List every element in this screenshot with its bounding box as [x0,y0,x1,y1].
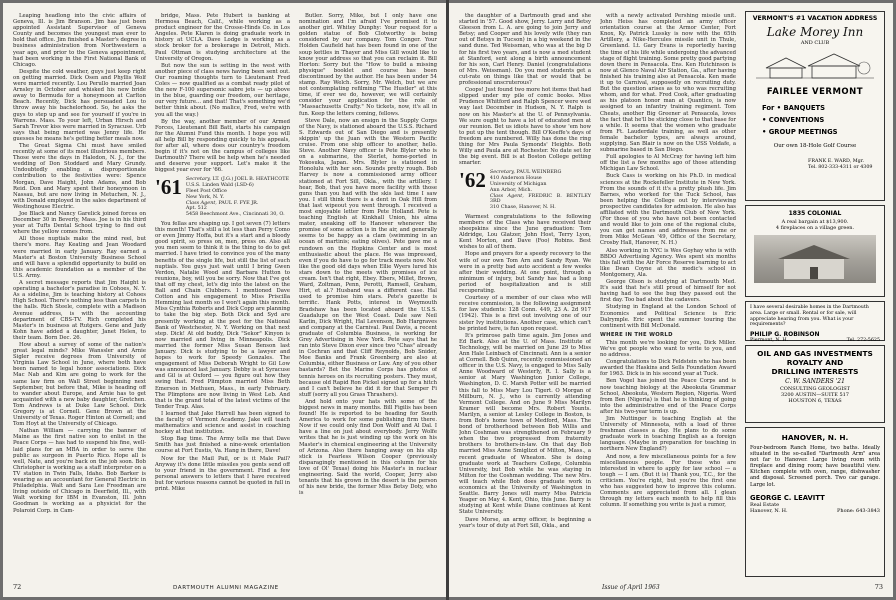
paragraph: The Great Sigma Chi must have smiled recently at some of its most illustrious members. Those were the days in Haledon, N. J., for the wedding of Don Stoddard and Mary Grundy. Undoubtedly enabling a disproportionate contribution to the festivities were: Spence Morgan, Dave Haight, John Adams, and Bob Reid. Don and Mary spent their honeymoon in Nassau, but are now living in Metuchen, N. J., with Donald employed in the sales department of Westinghouse Electric. [13,142,146,210]
ad-headline: OIL AND GAS INVESTMENTS [757,349,873,358]
paragraph: Courtesy of a member of our class who will receive commission, is the following assignment for law students: 128 Conn. 449, 23 A. 2d 917 (1942). This is a first out involving one of our sister Ivy institutions. Another case, which can't be printed here, is fun upon request. [459,295,591,332]
agent-town: Piermont, N. H. [750,337,789,343]
inn-location: FAIRLEE VERMONT [766,87,864,97]
agent-address: 310 Chase, Hanover, N. H. [489,204,556,211]
paragraph: with a newly activated Pershing missile unit. John Heiss has completed an army officer orientation course at the Armor Center, Fort Knox, Ky. Patrick Lussky is now with the 65th Artillery, a Nike-Hercules missile unit in Thule, Greenland. Lt. Gary Evans is reportedly having the time of his life while undergoing the advanced stage of flight training. Some pretty good partying down there in Pensacola. Ens. Ken Hutchinson is now at Glenco Naval Air Station, Ga., after having finished his training also at Pensacola. Ken made it up to Carnival, supposedly on recruiting duty. But the question arises as to who was recruiting whom, and for what. Fred Cook, after graduating as his platoon honor man at Quantico, is now assigned to an infantry training regiment. Tom Cheats, another Big Greener at Pensacola, loves the fact that he'll be sticking close to that base for a while. It seems that the women who graduate from Ft. Lauderdale training, as well as other female bachelor types, are always around, supplying. San Blair is now on the USS Voldafe, a submarine based in San Diego. [600,13,736,154]
paragraph: Stop Bag time. The Army tells me that Dave Smith has just finished a nine-week orientation course at Fort Eustis, Va. Hang in there, Dave! [155,436,290,455]
right-column-1 [459,13,591,575]
house-photo [754,235,876,283]
section-heading: WHERE IN THE WORLD [600,331,673,338]
paragraph: Also working in NYC is Wes Goyhay who is with BBDO Advertising Agency. Wes spent six months this fall with the Air Force Reserve learning to act like Dean Coyne at the medic's school in Montgomery, Ala. [600,247,736,278]
ad-header: VERMONT'S #1 VACATION ADDRESS [752,15,878,22]
house-roof [778,245,850,259]
service-item: • GROUP MEETINGS [762,128,838,136]
secretary-address: Ann Arbor, Mich. [489,186,533,193]
agent-contact [750,338,880,344]
ad-headline: DRILLING INTERESTS [771,367,859,376]
paragraph: Congratulations to Dick Feldstein who has been awarded the Haskins and Sells Foundation Award for 1963. Dick is in his second year at Tuck. [600,359,736,378]
paragraph: It's primrose path time again. Jim Jones and Ed Bark. Also at the U. of Mass. Institute of Technology, will be married on June 29 to Miss Ann Hale Leinbach of Cincinnati. Ann is a senior at Cornell. Bob Quinn, recently commissioned an officer in the U.S. Navy, is engaged to Miss Sally Anne Woodward of Westerly, R. I. Sally is a senior at Mary Washington Junior College, Washington, D. C. Marsh Potter will be married this fall to Miss Mary Lou Tigert. O Morgan of Millburn, N. J., who is currently attending Vermont College. And on June 9 Miss Marilyn Kramer will become Mrs. Robert Younts. Marilyn, a senior at Lesley College in Boston, is from Bob's home town of Medford, Mass. The bond of brotherhood between Bob Willis and John Coshman was strengthened on February 9 when the two progressed from fraternity brothers to brothers-in-law. On that day Bob married Miss Anne Smiglizzi of Milton, Mass., a recent graduate of Wheaton. She is doing graduate work at Teachers College, Columbia University, but Bob while he was staying in Milton for the Coshman wedding. The new Mrs. will teach while Bob does graduate work in economics at the University of Washington in Seattle. Barry Jones will marry Miss Patricia Yeager on May 4. Kent, Ohio, this June. Barry is studying at Kent while Diane continues at Kent State University. [459,332,591,516]
secretary-label: Secretary, [185,176,211,183]
paragraph: George Olson is studying at Dartmouth Med. It's said that he's still proud of himself for not having had to see the bug they passed out the first day. Too bad about the cadavers. [600,279,736,304]
colonial-house-ad [745,205,885,297]
paragraph: This month we're looking for you, Dick Miller. We've got people who want to write to you, and no address. [600,339,736,359]
ad-description [750,219,880,231]
lake-morey-inn-ad [745,11,885,201]
paragraph: Jim Nuttinger is teaching English at the University of Minnesota, with a load of three freshman classes a day. He plans to do some graduate work in teaching English as a foreign language. (Maybe in preparation for teaching in northern New England?) [600,416,736,453]
paragraph: All those nuptials make the mind reel, but there's more. Ray Keating and Jean Woodard were married in early January. Ray earned a Master's at Boston University Business School and will have a splendid opportunity to build on this academic foundation as a member of the U.S. Army. [13,236,146,279]
paragraph: Buck Cass is working on his Ph.D. in medical sciences at the Rockefeller Institute in New York. From the sounds of it it's a pretty plush life. Jim Barnes, who worked for the Tuck School, has been helping the College out by interviewing prospective candidates for admission. He also has affiliated with the Dartmouth Club of New York. (For those of you who have not been contacted and would like to join one of the regional clubs, you can get names and addresses from me or from Mike McGean '49, Office of the Secretary, Crosby Hall, Hanover, N. H.) [600,173,736,247]
class-61-header [155,177,290,218]
advertisement-column [745,11,885,575]
paragraph: Ben Vogel has joined the Peace Corps and is now teaching biology at the Abeokuta Grammar School, Abeokuta, Western Region, Nigeria. Word from Ben (Nigeria) is that he is thinking of going into the administrative end of the Peace Corps after his two-year term is up. [600,378,736,415]
right-column-2 [600,13,736,575]
agent-name: PAUL F. FYE JR. [218,199,259,206]
paragraph: By the way, another member of our Armed Forces, Lieutenant Bill Batt, starts his campaign for the Alumni Fund this month. I hope you will all help Bill by responding quickly to his appeals, for after all, where does our country's freedom begin if it's not on the campus of colleges like Dartmouth? There will be help when he's needed and deserve your support. Let's make it the biggest year ever for '66. [155,118,290,174]
paragraph: Hope and prayers for a speedy recovery to the wife of our own Tom Arn and Sandy Ryan. We were in a pretty bad auto accident a few weeks after their wedding. At one point, through a minimum of injury, but Sandy has had a long period of hospitalization and is still recuperating. [459,251,591,295]
paragraph: I learned that Jake Harrell has been signed to the faculty of Vermont Academy. Jake will teach mathematics and science and assist in coaching hockey at that institution. [155,410,290,436]
manager-name: FRANK E. WARD, Mgr. [808,159,865,164]
geologist-title: CONSULTING GEOLOGIST [779,386,850,392]
secretary-address: 410 Anderson House [489,175,542,182]
class-contacts [490,170,591,211]
agent-label: Class Agent, [185,199,217,206]
ad-header: HANOVER, N. H. [781,433,849,442]
paragraph: But now the sun is setting in the west with another piece of class news having been sent out. Our roaming thoughts turn to Lieutenant Fred Coles — now qualified as a combat ready pilot of the new F-100 supersonic sabre jets — up above in the blue, guarding our freedom, our heritage, our very future... and that! That's something we'd better think about. (No malice, Fred, we're with you all the way.) [155,62,290,118]
secretary-address: U.S.S. Linden Wald (LSD-6) [185,182,254,189]
agent-name: PHILIP G. ROBINSON [750,331,820,339]
paragraph: Warmest congratulations to the following members of the Class who have received their sheepskins since the June graduation: Tom Aldridge, Lou Glatzer, John Host, Terry Lyon, Kent Morton, and Dave (Foo) Robins. Best wishes to all of them. [459,213,591,251]
paragraph: Studying in England at the London School of Economics and Political Science is Eric Dalrymple. Eric spent the summer touring the continent with Bill McDonald. [600,304,736,329]
left-column-1 [13,13,146,575]
paragraph: Despite the cold weather, guys just keep right on getting married. Dick Osen and Phyllis Wolf were married recently. Lou Perullo married Joan Arnsley in October and whisked his new bride away to Bermuda for a honeymoon at Carlton Beach. Recently, Dick has persuaded Lou to throw away his bachelorhood. So, he asks the guys to step up and see for yourself if you're in Warrens. Mass. To your left, Urban Hirsch and Sarah Trevor kiss were married in Syracuse. Urb says that being married was Jenny life. He guesses he means he's getting better meals now. [13,68,146,142]
service-item: • CONVENTIONS [762,116,825,124]
secretary-name: LT. (J.G.) JOEL B. HEATHCOTE [212,176,290,183]
hanover-real-estate-ad [745,427,885,577]
inn-contact [808,159,880,171]
paragraph: Steve Dale, now an ensign in the Supply Corps of the Navy, is stationed aboard the U.S.S. Richard S. Edwards out of San Diego and is presently skippin' up the Juan with the Western Pacific cruise. From one ship officer to another, hello. Steve. Another Navy officer is Pete Blyler who is on a submarine, the Sterlet, home-ported in Yokosuka, Japan. Mrs. Blyler is stationed in Honolulu with her son. Sounds pretty rough. Bob Harvey is now a commissioned army officer stationed at Fort Sill, Okla., with the artillery. I hear, Bob, that you have more facility with those guns than you had with the skis last time I saw you. I still think there is a dent in Oak Hill from that last wipeout you went through. I received a most enjoyable letter from Pete Holland. Pete is teaching English at Kinkhall Union, his alma mater, sneaking off to Hanover whenever the promise of some action is in the air, and generally seems to be happy as a clam (swimming in an ocean of martinis; eating olives). Pete gave me a rundown on the Hopkins Center and is most enthusiastic about the place. He was impressed, even if you do have to go for track meets now. Not like the good old days when Ellie Wyers lured his stars down to the meets with promises of ice cream. Isn't that right, Ebey. Ebers, Millet, Brown, Ward, Zoltman, Penn, Perotti, Ramsell, Graham, Hirt, et al.? Husband was a different case. Hal used to promise him stars. Pete's gazette is terrific. Hank Potts, interest in Weymouth Bradshaw has been located aboard the U.S.S. Guadalupe on the West Coast. Dale saw Neil Karlin, Dick Wright, Hal Levenson, Bob Hargraves and company at the Carnival. Paul Davis, a recent graduate of Columbia Business, is working for Grey Advertising in New York. Pete says that he ran into Steve Dixon ever since two "Chas" already in Cochran and that Cliff Reynolds, Bob Snider, Moe Banks and Frank Greenberg are also at Columbia, either Business or Law. Any of you other bastards? Bet the Marine Corps has photos of tennis heroes on its recruiting posters. They must, because old Rapid Ron Pickel signed up for a hitch and I can't believe he did it for that Semper Fi stuff (sorry all you Grass Thrashers). [299,117,437,398]
phone-number: Tel. 802-333-4311 or 4309 [808,165,873,170]
left-page [3,3,446,597]
ad-headline: ROYALTY AND [786,358,844,367]
agent-name: GEORGE C. LEAVITT [750,493,825,502]
paragraph: Now for the Mail Pail, or is it Male Pail? Anyway it's done little missiles you gents send off to your friend in the government. Find a few personal answers to letters that I have received but for various reasons cannot be quoted in full in print. Mike [155,455,290,493]
paragraph: A secret message reports that Jim Haight is operating a bachelor's paradise in Cohoes, N. Y. As a sideline, Jim is teaching history at Cohoes High School. There's nothing less than carpets in the halls. Rich Steele, complete with a Madison Avenue address, is with the accounting department of CBS-TV. Rich completed his Master's in business at Rutgers. Gene and Judy Kohn have added a daughter, Janet Helen, to their team. Born Dec. 26. [13,280,146,341]
golf-course-note: Our own 18-Hole Golf Course [773,143,857,149]
class-year: '61 [155,175,182,200]
paragraph: And hold onto your hats with some of the biggest news in many months. Bill Figilis has been found! He is reported to be heading for South America to work for some publishing firm there. Now if we could only find Don Wolff and Al Dal. I have a line on just about everybody. Jerry Wolfe writes that he is just winding up the work on his Master's in chemical engineering at the University of Arizona. Also there hanging away on his slip stick is Fearless Wilson Cooper (previously disparagingly mentioned in this column for his love of Ol' Texas) doing his Master's in nuclear engineering. Said the world, Cooper, Jerry also tenants that his grown in the desert is the person of his new bride, the former Miss Betsy Doty, who is [299,398,437,497]
house-door [810,267,818,279]
paragraph: Butler. Sorry, Mike, but I only have one nomination and I'm afraid I've promised it to another girl. Whitey Dunphy: Your request for a golden statue of Bob Clotworthy is being considered by our company. Tom Conger. Your Holden Caufield hat has been found in one of the soup kettles in Thayer and Miss Gill would like to know your address so that you can reclaim it. Bill Horton: Sorry but the "How to build a missing physique" booklet and course has been discontinued by the author. He has been under 54 stamp. Ray Welch. Sorry, Mr. Welch, but we are not contemplating refilming "The Hustler" at this time, if ever we do, however, we will certainly consider your application for the role of "Massachusetts Crafty." No tickets, now, it's all in fun. Keep the letters coming, fellows. [299,13,437,117]
inn-logo-subtitle: AND CLUB [800,40,830,46]
page-number: 73 [874,583,883,591]
secretary-address: University of Michigan [489,180,547,187]
ad-description: Four-bedroom Ranch Home, two baths. Ideally situated in the so-called "Dartmouth Arm" area not far to Hanover. Large living room with fireplace and dining room; have beautiful view. Kitchen complete with oven, range, dishwasher and disposal. Screened porch. Two car garage. Large lot. [750,445,880,488]
agent-name: FREDRIC B. BENTLEY 3RD [489,192,591,205]
agent-town: Hanover, N. H. [750,507,788,514]
paragraph: the daughter of a Dartmouth grad and she started in '57. Good show, Jerry. Larry and Betsy Gleeson from L. A. are going to join Jerry and Betsy; and Cooper and his lovely wife (they ran out of Betsys in Tucson) in a big weekend in the sand dune. Ted Weissman, who was at the big D for his first two years, and is now a med student at Stanford, sent along a birth announcement for his son, Carl Henry. Daniel (congratulations of Mrs. Weissman). Do you med students get a cut-rate on things like that or would that be professional unscruterous? [459,13,591,87]
inn-sketch-illustration [756,50,874,80]
agent-address: Apt. 512 [185,205,207,212]
agent-phone: Tel. 272-5625 [846,337,880,343]
agent-business: Real Estate [750,501,780,508]
class-year: '62 [459,168,486,193]
paragraph: Coops! Just found two more hot items that had slipped under my pile of comic books. Miss Prudence Whitford and Ralph Spencer were wed way last December in Hudson, N. Y. Ralph is now on his Master's at the U. of Pennsylvania. We sure ought to have a lot of educated men at our reunion. Bet us idiots have to show 'em how to put up the tent though. Bill O'Keeffe's days of freedom are numbered. Willy has done the ring thing for Mrs Paula Symonds' Heights. Both Willy and Paula are at Rochester. No date set for the big event. Bill is at Boston College getting smarter. [459,87,591,167]
paragraph: Nathan William — carrying the banner of Maine as the first native son to enlist in the Peace Corps — has had to suspend his fine, well-laid plans for an MBA in order to serve the public as surgeon in Puerto Rico. Hope all is well, Nate, and you're back on the job soon. Bob Christopher is working as a staff interpreter on a TV station in Twin Falls, Idaho. Bob Barker is wearing as an accountant for General Electric in Philadelphia. Walt and Sara Lee Freedman are living outside of Chicago in Deerfield, Ill., with Walt working for IBM in Evanston, Ill. John Goodman is working as a physicist for the Polaroid Corp. in Cam- [13,428,146,514]
geologist-name: C. W. SANDERS '21 [785,378,845,385]
paragraph: And now, a few miscellaneous points for a few miscellaneous people. For those who are interested in where to apply for law school — a tough — I am. (But it is) Thank you, T.C., for the criticism. You're right, but you're the first one who has suggested how to improve this column. Comments are appreciated from all. I glean through my letters each month to help fill this column. If something you write is just a rumor, [600,453,736,509]
agent-phone: Phone: 643-3843 [836,507,880,514]
ad-description: I have several desirable homes in the Dartmouth area. Large or small. Rental or for sale, will appreciate hearing from you. What is your requirements? [750,305,869,328]
class-62-header [459,170,591,211]
oil-gas-ad [745,345,885,423]
geologist-address: 3200 AUSTIN—SUITE 517 [781,392,849,399]
paragraph: Leaping headlong into the civic affairs of Geneva, Ill. is Jim Branson. Jim has just been appointed Assistant Supervisor of Geneva County and becomes the youngest man ever to hold that office. Jim finished a Master's degree in business administration from Northwestern a year ago, and prior to the Geneva appointment, had been working in the First National Bank of Chicago. [13,13,146,68]
agent-address: 5458 Beechmont Ave., Cincinnati 30, O. [185,211,285,218]
magazine-title: DARTMOUTH ALUMNI MAGAZINE [173,585,279,591]
secretary-name: PAUL WEINBERG [516,169,562,176]
left-column-3 [299,13,437,575]
paragraph: bridge, Mass. Pete Hubert is banking at Hermosa Beach, Calif., while working as a product engineer for the Crosse-Hinds Co. in Los Angeles. Pete Klaren is doing graduate work in history at UCLA. Dave Lodge is working as a stock broker for a brokerage in Detroit, Mich. Paul Ottman is studying architecture at the University of Oregon. [155,13,290,62]
issue-date: Issue of April 1963 [602,584,660,591]
agent-label: Class Agent, [489,192,524,199]
right-page [449,3,893,597]
paragraph: Joe Black and Nancy Garelick joined forces on December 30 in Beverly, Mass. Joe is in his third year at Tufts Dental School trying to find out where the yellow comes from. [13,211,146,236]
secretary-address: New York, N. Y. [185,193,225,200]
ad-line: 4 fireplaces on a village green. [775,225,855,231]
geologist-address: HOUSTON 6, TEXAS [788,398,842,405]
page-number: 72 [13,583,22,591]
left-column-2 [155,13,290,575]
robinson-ad [745,301,885,341]
paragraph: You fellas are shaping up. I got seven (7) letters this month! That's still a lot less than Perry Como or even Jimmy Hoffa, but it's a start and a bloody good spirit, so press on, men, press on. Also all you men seem to think it is the thing to do to get married. I have tried to convince you of the many benefits of the single life, but still the list of such nuptials. You guys just wait until I bring Gwen Verdon, Natalie Wood and Barbara Hutton to reunions, boy, will you be sorry. Now that I've got that off my chest, let's dig into the latest on the Ball and Chain Clubbers. I mentioned Dave Cotton and his engagement to Miss Priscilla Hemming last month so I won't again this month. Miss Cynthia Roberts and Dick Copp are planning to take the big step. Both Dick and Syd are presently working at the post for the National Bank of Westchester, N. Y. Working on that next step. Dick! At old buddy, Dick "Sekor" Kinyon is now married and living in Minneapolis. Dick married the former Miss Susan Benson last January. Dick is studying to be a lawyer and hopes to work for Speedy Gonzales. The engagement of Miss Deborah Wright to Gil Low was announced last January. Debby is at Syracuse and Gil is at Oxford — you figure out how they swing that. Fred Plimpton married Miss Beth Emerson in Methuen, Mass., in early February. The Plimptons are now living in West Leb. And that is the grand total of the latest victims of the Tender Trap. Alas. [155,221,290,410]
secretary-label: Secretary, [489,169,515,176]
ad-line: A real bargain at $13,900. [781,219,849,225]
agent-contact [750,508,880,514]
paragraph: Full apologies to Al McCray for having left him off the list a few months ago of those attending Michigan Law School. [600,154,736,173]
paragraph: How about a survey of some of the nation's great legal minds? Mike Wanssler and Arnie Sigler receive degrees from University of Virginia Law School in June, where both have been named to legal honor associations. Dick Mac Nab and Kim are going to work for the same law firm on Wall Street beginning next September, but before that, Mike is heading off to wander about Europe, and Arnie has to get acquainted with a new baby daughter, Gretchen. Tom Andrews is at Duke Law School. Dick Gregory is at Cornell. Gene Brown at the University of Texas. Roger Hinton at Cornell; and Tom Hoyt at the University of Chicago. [13,341,146,428]
paragraph: Dave Morse, an army officer, is beginning a year's tour of duty at Fort Sill, Okla., and [459,516,591,529]
service-item: For • BANQUETS [762,104,826,112]
class-contacts [186,177,289,218]
inn-logo: Lake Morey Inn [766,25,864,39]
ad-header: 1835 COLONIAL [788,210,842,217]
secretary-address: Fleet Post Office [185,188,227,195]
services-list [762,102,880,138]
